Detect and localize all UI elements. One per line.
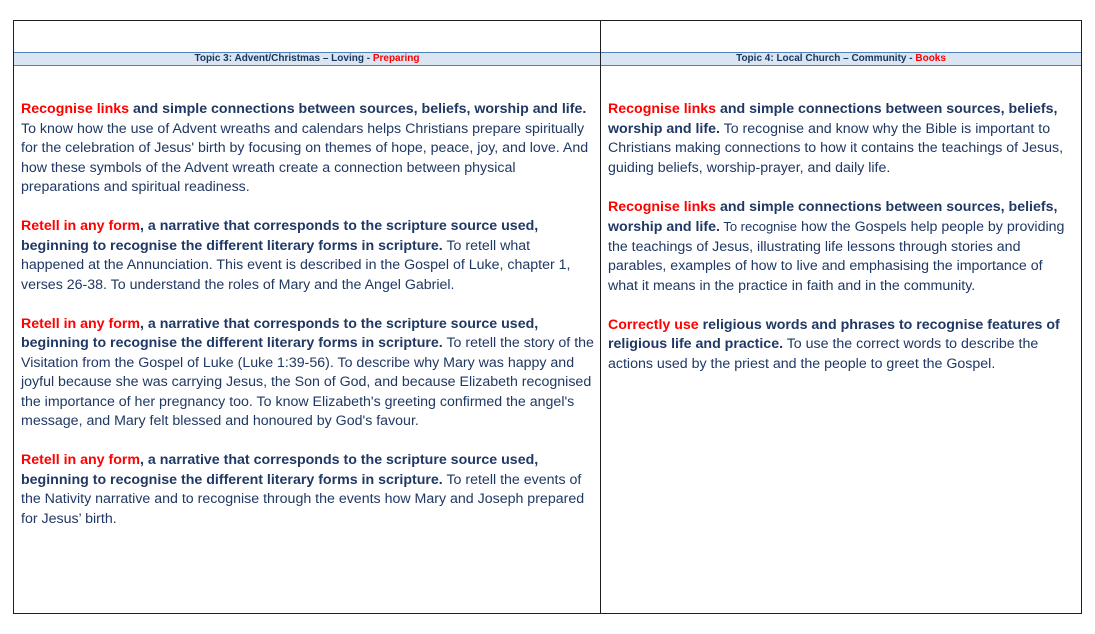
objective-statement: and simple connections between sources, beliefs, worship and life. xyxy=(608,101,1058,137)
objective-statement: religious words and phrases to recognise features of religious life and practice. xyxy=(608,316,1060,352)
objective-statement: , a narrative that corresponds to the scripture source used, beginning to recognise the different literary forms in scripture. xyxy=(21,218,539,254)
objective-paragraph xyxy=(21,315,594,432)
objective-paragraph xyxy=(608,316,1075,375)
objective-detail: To retell the story of the Visitation from the Gospel of Luke (Luke 1:39-56). To describe why Mary was happy and joyful because she was carrying Jesus, the Son of God, and because Elizabeth recognised the importance of her pregnancy too. To know Elizabeth's greeting confirmed the angel's message, and Mary felt blessed and honoured by God's favour. xyxy=(21,335,594,429)
topic-3-theme: Preparing xyxy=(372,53,420,64)
objective-detail: how the Gospels help people by providing the teachings of Jesus, illustrating life lessons through stories and parables, examples of how to live and emphasising the importance of what it means in the practice in faith and in the community. xyxy=(608,219,1065,294)
objective-keyword: Recognise links xyxy=(608,198,717,215)
objective-detail: To know how the use of Advent wreaths and calendars helps Christians prepare spiritually for the celebration of Jesus' birth by focusing on themes of hope, peace, joy, and love. And how these symbols of the Advent wreath create a connection between physical preparations and spiritual readiness. xyxy=(21,120,589,195)
objective-paragraph xyxy=(21,217,594,295)
objective-keyword: Retell in any form xyxy=(21,218,141,234)
objective-statement: and simple connections between sources, beliefs, worship and life. xyxy=(129,101,587,117)
topic-3-column xyxy=(14,21,601,613)
objective-paragraph xyxy=(608,198,1075,297)
objective-keyword: Retell in any form xyxy=(21,452,141,468)
objective-keyword: Recognise links xyxy=(21,101,130,117)
objective-statement: , a narrative that corresponds to the scripture source used, beginning to recognise the different literary forms in scripture. xyxy=(21,315,539,351)
objective-keyword: Correctly use xyxy=(608,316,699,333)
objective-paragraph xyxy=(21,100,594,198)
header-blank-cell xyxy=(601,21,1081,53)
objective-detail-small: To recognise xyxy=(719,219,798,234)
objective-detail: To retell what happened at the Annunciation. This event is described in the Gospel of Luke, chapter 1, verses 26-38. To understand the roles of Mary and the Angel Gabriel. xyxy=(21,237,571,293)
objective-statement: and simple connections between sources, beliefs, worship and life. xyxy=(608,198,1058,235)
objective-paragraph xyxy=(21,451,594,529)
topic-3-header xyxy=(14,53,600,66)
topic-4-header xyxy=(601,53,1081,66)
topic-4-column xyxy=(601,21,1081,613)
topic-3-title: Topic 3: Advent/Christmas – Loving - xyxy=(194,53,373,64)
objective-detail: To recognise and know why the Bible is important to Christians making connections to how it contains the teachings of Jesus, guiding beliefs, worship-prayer, and daily life. xyxy=(608,120,1064,176)
topic-4-theme: Books xyxy=(915,53,946,64)
objective-keyword: Recognise links xyxy=(608,101,717,117)
objective-keyword: Retell in any form xyxy=(21,315,141,332)
objective-detail: To use the correct words to describe the actions used by the priest and the people to greet the Gospel. xyxy=(608,336,1039,372)
objective-paragraph xyxy=(608,100,1075,178)
objective-statement: , a narrative that corresponds to the scripture source used, beginning to recognise the different literary forms in scripture. xyxy=(21,452,539,488)
planning-table xyxy=(13,20,1082,614)
objective-detail: To retell the events of the Nativity narrative and to recognise through the events how Mary and Joseph prepared for Jesus’ birth. xyxy=(21,471,585,527)
topic-4-body xyxy=(601,66,1081,374)
header-blank-cell xyxy=(14,21,600,53)
topic-4-title: Topic 4: Local Church – Community - xyxy=(736,53,916,64)
topic-3-body xyxy=(14,66,600,529)
